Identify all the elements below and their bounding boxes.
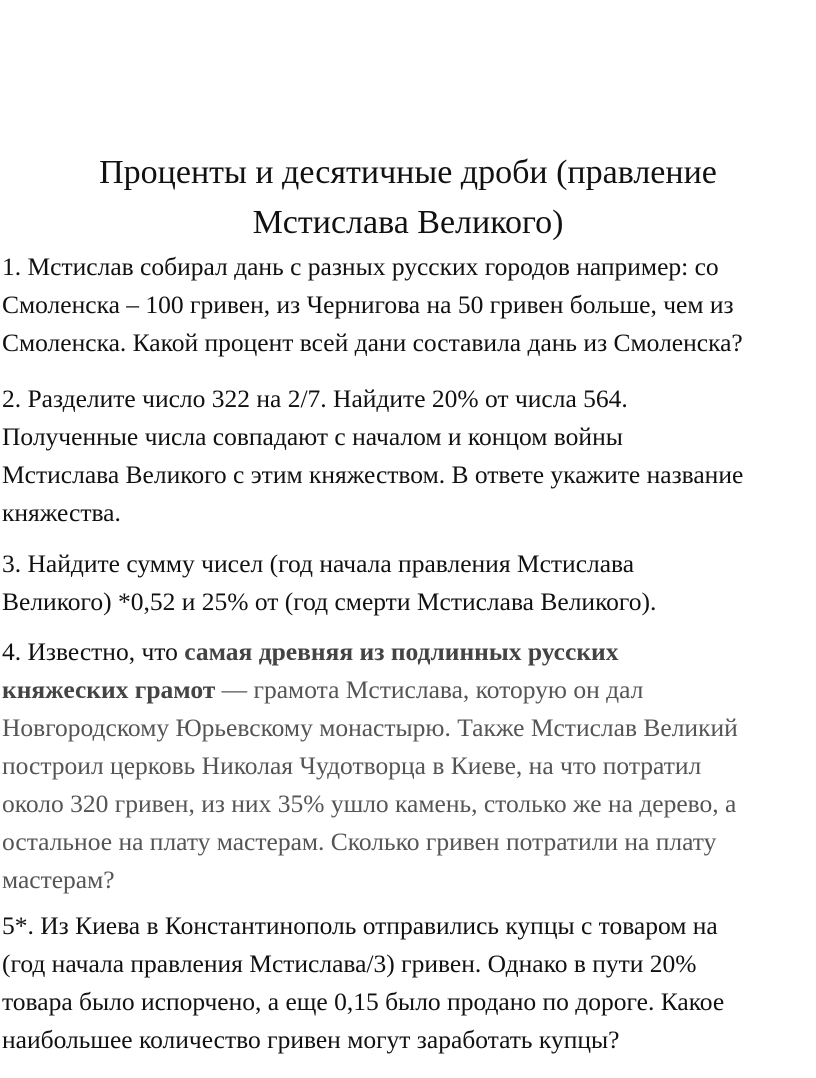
task-2-line: княжества.: [2, 498, 121, 527]
task-4-line: [2, 671, 814, 709]
task-2: [2, 380, 814, 532]
task-4-bold-phrase-1: самая древняя из подлинных русских: [184, 637, 619, 666]
page-title: [0, 148, 816, 248]
task-4-bold-phrase-2: княжеских грамот: [2, 675, 216, 704]
task-1-line: Смоленска. Какой процент всей дани составила дань из Смоленска?: [2, 328, 743, 357]
task-3-line: 3. Найдите сумму чисел (год начала правления Мстислава: [2, 549, 635, 578]
task-4: [2, 633, 814, 899]
task-5-line: (год начала правления Мстислава/3) гривен. Однако в пути 20%: [2, 949, 697, 978]
task-2-line: 2. Разделите число 322 на 2/7. Найдите 20% от числа 564.: [2, 384, 628, 413]
task-4-intro: 4. Известно, что: [2, 637, 185, 666]
task-5-line: 5*. Из Киева в Константинополь отправились купцы с товаром на: [2, 911, 718, 940]
task-4-line-rest: — грамота Мстислава, которую он дал: [215, 675, 644, 704]
task-4-line: построил церковь Николая Чудотворца в Киеве, на что потратил: [2, 751, 702, 780]
task-5: [2, 907, 814, 1059]
task-5-line: наибольшее количество гривен могут заработать купцы?: [2, 1025, 620, 1054]
task-4-line: [2, 633, 814, 671]
task-1: [2, 248, 814, 362]
task-2-line: Мстислава Великого с этим княжеством. В ответе укажите название: [2, 460, 744, 489]
task-5-line: товара было испорчено, а еще 0,15 было продано по дороге. Какое: [2, 987, 725, 1016]
task-2-line: Полученные числа совпадают с началом и концом войны: [2, 422, 623, 451]
title-line-2: Мстислава Великого): [252, 204, 564, 241]
task-1-line: Смоленска – 100 гривен, из Чернигова на 50 гривен больше, чем из: [2, 290, 734, 319]
task-4-line: мастерам?: [2, 865, 115, 894]
task-4-line: Новгородскому Юрьевскому монастырю. Также Мстислав Великий: [2, 713, 738, 742]
task-4-line: около 320 гривен, из них 35% ушло камень, столько же на дерево, а: [2, 789, 737, 818]
title-line-1: Проценты и десятичные дроби (правление: [99, 154, 717, 191]
task-4-line: остальное на плату мастерам. Сколько гривен потратили на плату: [2, 827, 717, 856]
task-3: [2, 545, 814, 621]
task-3-line: Великого) *0,52 и 25% от (год смерти Мстислава Великого).: [2, 587, 657, 616]
task-1-line: 1. Мстислав собирал дань с разных русских городов например: со: [2, 252, 719, 281]
